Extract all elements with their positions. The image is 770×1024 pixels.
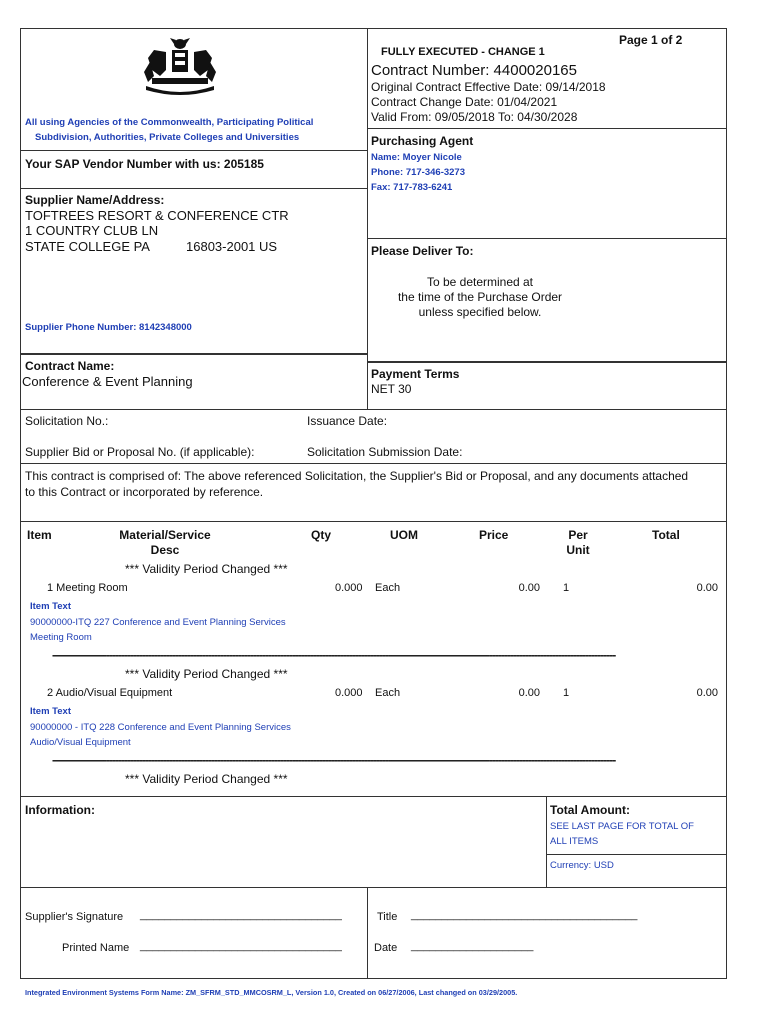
original-date: Original Contract Effective Date: 09/14/2018 [371,80,606,94]
agent-name: Name: Moyer Nicole [371,152,462,163]
agencies-text: Subdivision, Authorities, Private Colleges and Universities [35,132,300,143]
supplier-name: TOFTREES RESORT & CONFERENCE CTR [25,208,289,223]
form-footer: Integrated Environment Systems Form Name: ZM_SFRM_STD_MMCOSRM_L, Version 1.0, Created on 06/27/2006, Last changed on 03/29/2005. [25,988,518,997]
solicitation-no: Solicitation No.: [25,414,109,428]
validity-notice: *** Validity Period Changed *** [125,562,288,576]
col-qty: Qty [311,528,332,542]
col-desc: Desc [150,543,180,557]
title-label: Title [377,911,398,923]
col-total: Total [652,528,680,542]
deliver-text: unless specified below. [418,305,542,319]
divider [367,128,727,129]
item-text: 90000000 - ITQ 228 Conference and Event Planning Services [30,722,291,733]
contract-name-label: Contract Name: [25,359,115,373]
total-note: ALL ITEMS [550,836,599,847]
item-price: 0.00 [518,687,540,699]
agencies-text: All using Agencies of the Commonwealth, Participating Political [25,117,314,128]
deliver-text: To be determined at [426,275,534,289]
comprised-text: to this Contract or incorporated by reference. [25,485,264,499]
divider [20,463,727,464]
title-field[interactable]: _____________________________________ [411,909,638,921]
execution-status: FULLY EXECUTED - CHANGE 1 [381,46,545,58]
item-total: 0.00 [696,687,718,699]
agent-fax: Fax: 717-783-6241 [371,182,453,193]
item-text-label: Item Text [30,706,72,717]
separator-line: -------------------------------------------------------------------------------------------------------------------------------------------------------------------------------------------- [52,648,616,662]
supplier-label: Supplier Name/Address: [25,193,165,207]
col-price: Price [479,528,509,542]
bid-number: Supplier Bid or Proposal No. (if applicable): [25,445,255,459]
col-unit: Unit [566,543,590,557]
information-label: Information: [25,803,95,817]
validity-notice: *** Validity Period Changed *** [125,772,288,786]
divider [20,150,368,151]
item-per: 1 [563,582,570,594]
item-qty: 0.000 [335,582,363,594]
payment-terms-value: NET 30 [371,382,412,396]
supplier-signature-field[interactable]: _________________________________ [140,909,342,921]
comprised-text: This contract is comprised of: The above referenced Solicitation, the Supplier's Bid or Proposal, and any documents attached [25,469,689,483]
supplier-address: 1 COUNTRY CLUB LN [25,223,159,238]
item-qty: 0.000 [335,687,363,699]
total-note: SEE LAST PAGE FOR TOTAL OF [550,821,694,832]
deliver-label: Please Deliver To: [371,244,474,258]
supplier-phone: Supplier Phone Number: 8142348000 [25,322,192,333]
divider [546,796,547,888]
item-uom: Each [375,582,401,594]
item-per: 1 [563,687,570,699]
item-price: 0.00 [518,582,540,594]
item-total: 0.00 [696,582,718,594]
issuance-date: Issuance Date: [307,414,388,428]
valid-range: Valid From: 09/05/2018 To: 04/30/2028 [371,110,578,124]
divider [546,854,727,855]
purchasing-agent-title: Purchasing Agent [371,134,474,148]
date-label: Date [374,942,398,954]
page-number: Page 1 of 2 [619,33,683,47]
divider [20,188,368,189]
contract-name-value: Conference & Event Planning [22,374,193,389]
separator-line: -------------------------------------------------------------------------------------------------------------------------------------------------------------------------------------------- [52,753,616,767]
commonwealth-seal-icon [140,36,220,100]
deliver-text: the time of the Purchase Order [397,290,563,304]
supplier-zip: 16803-2001 US [186,239,278,254]
col-uom: UOM [390,528,418,542]
col-per: Per [568,528,588,542]
signature-box [20,887,727,979]
item-text: Meeting Room [30,632,92,643]
submission-date: Solicitation Submission Date: [307,445,463,459]
col-material: Material/Service [119,528,211,542]
validity-notice: *** Validity Period Changed *** [125,667,288,681]
supplier-signature-label: Supplier's Signature [25,911,124,923]
item-uom: Each [375,687,401,699]
divider [367,887,368,979]
item-text: 90000000-ITQ 227 Conference and Event Planning Services [30,617,286,628]
change-date: Contract Change Date: 01/04/2021 [371,95,558,109]
item-desc: 1 Meeting Room [47,582,128,594]
date-field[interactable]: ____________________ [411,940,534,952]
item-text: Audio/Visual Equipment [30,737,131,748]
supplier-city: STATE COLLEGE PA [25,239,150,254]
item-text-label: Item Text [30,601,72,612]
currency: Currency: USD [550,860,614,871]
divider [367,238,727,239]
payment-terms-label: Payment Terms [371,367,460,381]
printed-name-field[interactable]: _________________________________ [140,940,342,952]
agent-phone: Phone: 717-346-3273 [371,167,465,178]
contract-number: Contract Number: 4400020165 [371,62,577,79]
vendor-number: Your SAP Vendor Number with us: 205185 [25,157,264,171]
total-amount-label: Total Amount: [550,803,630,817]
printed-name-label: Printed Name [62,942,130,954]
col-item: Item [27,528,52,542]
item-desc: 2 Audio/Visual Equipment [47,687,173,699]
